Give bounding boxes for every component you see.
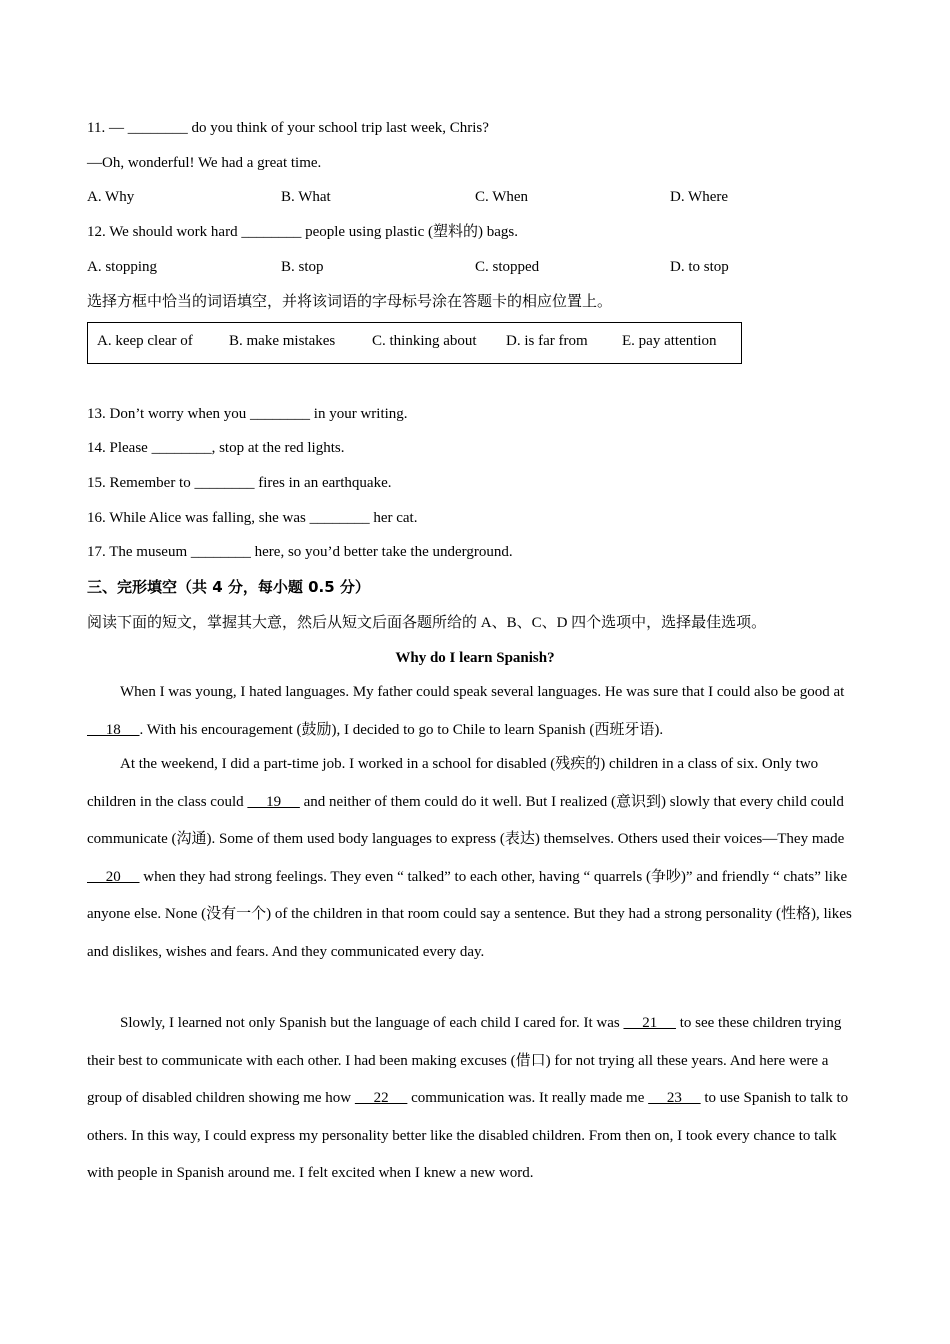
blank-20: 20 xyxy=(87,868,140,885)
question-11-response: —Oh, wonderful! We had a great time. xyxy=(87,155,322,171)
passage-text: Slowly, I learned not only Spanish but the language of each child I cared for. It was xyxy=(120,1015,624,1031)
blank-23: 23 xyxy=(648,1090,701,1106)
question-16: 16. While Alice was falling, she was ________ her cat. xyxy=(87,510,418,526)
passage-paragraph-3 xyxy=(87,1005,867,1193)
word-box-item: D. is far from xyxy=(506,333,588,349)
word-box-item: E. pay attention xyxy=(622,333,717,349)
word-box-item: A. keep clear of xyxy=(97,333,193,349)
passage-text: when they had strong feelings. They even “ talked” to each other, having “ quarrels (争吵)” and friendly “ chats” like anyone else. None (没有一个) of the children in that room could say a sentence. But they had a strong personality (性格), likes and dislikes, wishes and fears. And they communicated every day. xyxy=(87,868,852,960)
q12-option-d: D. to stop xyxy=(670,259,729,275)
section-heading: 三、完形填空（共 4 分，每小题 0.5 分） xyxy=(87,578,370,596)
passage-text: When I was young, I hated languages. My father could speak several languages. He was sure that I could also be good at xyxy=(120,684,845,700)
question-15: 15. Remember to ________ fires in an earthquake. xyxy=(87,475,392,491)
passage-text: and neither of them could do it well. But I realized (意识到) slowly that every child could communicate (沟通). Some of them used body languages to express (表达) themselves. Others used their voices—They made xyxy=(87,793,845,847)
blank-18: 18 xyxy=(87,721,140,738)
section-instruction: 阅读下面的短文，掌握其大意，然后从短文后面各题所给的 A、B、C、D 四个选项中，选择最佳选项。 xyxy=(87,615,767,631)
question-17: 17. The museum ________ here, so you’d better take the underground. xyxy=(87,544,513,560)
q11-option-c: C. When xyxy=(475,189,529,205)
passage-paragraph-2 xyxy=(87,746,867,971)
question-14: 14. Please ________, stop at the red lights. xyxy=(87,440,345,456)
word-box-instruction: 选择方框中恰当的词语填空，并将该词语的字母标号涂在答题卡的相应位置上。 xyxy=(87,294,613,310)
q11-option-a: A. Why xyxy=(87,189,135,205)
q11-option-b: B. What xyxy=(281,189,331,205)
question-11: 11. — ________ do you think of your school trip last week, Chris? xyxy=(87,120,489,136)
passage-text: to use Spanish to talk to others. In this way, I could express my personality better like the disabled children. From then on, I took every chance to talk with people in Spanish around me. I felt excited when I knew a new word. xyxy=(87,1090,849,1181)
passage-paragraph-1 xyxy=(87,674,867,749)
question-12: 12. We should work hard ________ people using plastic (塑料的) bags. xyxy=(87,224,518,240)
passage-text: communication was. It really made me xyxy=(407,1090,649,1106)
question-13: 13. Don’t worry when you ________ in your writing. xyxy=(87,406,408,422)
word-box xyxy=(87,322,742,364)
passage-title: Why do I learn Spanish? xyxy=(395,650,555,666)
passage-text: At the weekend, I did a part-time job. I worked in a school for disabled (残疾的) children in a class of six. Only two children in the class could xyxy=(87,756,819,810)
blank-19: 19 xyxy=(247,793,300,810)
word-box-item: C. thinking about xyxy=(372,333,477,349)
passage-text: . With his encouragement (鼓励), I decided to go to Chile to learn Spanish (西班牙语). xyxy=(139,721,664,738)
passage-text: to see these children trying their best to communicate with each other. I had been making excuses (借口) for not trying all these years. And here were a group of disabled children showing me how xyxy=(87,1015,842,1106)
word-box-item: B. make mistakes xyxy=(229,333,336,349)
q12-option-b: B. stop xyxy=(281,259,324,275)
blank-22: 22 xyxy=(354,1090,408,1106)
q12-option-a: A. stopping xyxy=(87,259,158,275)
blank-21: 21 xyxy=(623,1015,676,1031)
q12-option-c: C. stopped xyxy=(475,259,540,275)
q11-option-d: D. Where xyxy=(670,189,729,205)
